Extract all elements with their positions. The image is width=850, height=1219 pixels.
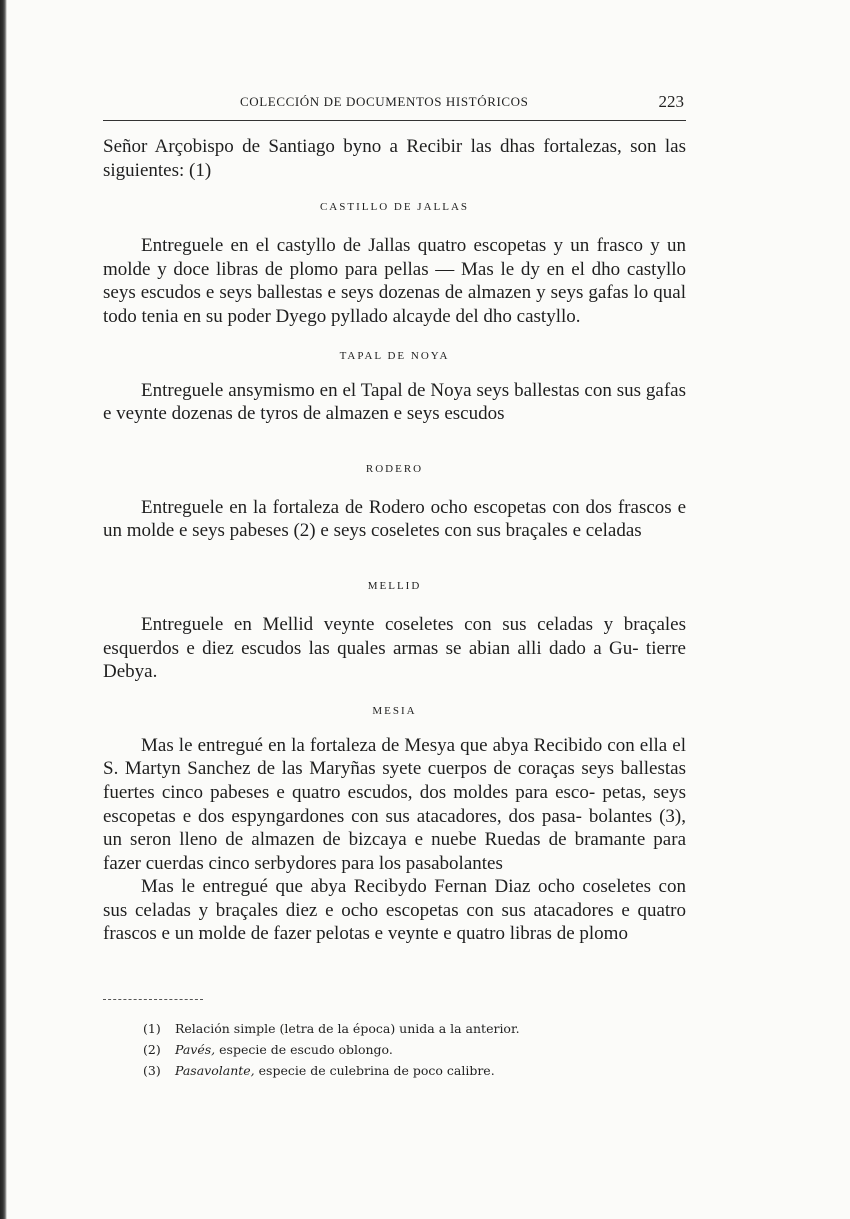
footnote-term: Pavés, [175, 1042, 216, 1057]
footnote-term: Pasavolante, [175, 1063, 255, 1078]
paragraph-mesia-1: Mas le entregué en la fortaleza de Mesya que abya Recibido con ella el S. Martyn Sanchez de las Maryñas syete cuerpos de coraças seys ballestas fuertes cinco pabeses e quatro escudos, dos moldes para esco- petas, seys escopetas e dos espyngardones con sus atacadores, dos pasa- bolantes (3), un seron lleno de almazen de bizcaya e nuebe Ruedas de bramante para fazer cuerdas cinco serbydores para los pasabolantes [103, 734, 686, 874]
section-title-rodero: RODERO [365, 462, 424, 475]
header-rule [103, 120, 686, 121]
paragraph-rodero: Entreguele en la fortaleza de Rodero ocho escopetas con dos frascos e un molde e seys pabeses (2) e seys coseletes con sus braçales e celadas [103, 496, 686, 542]
footnote-number: (3) [143, 1063, 161, 1078]
intro-paragraph: Señor Arçobispo de Santiago byno a Recibir las dhas fortalezas, son las siguientes: (1) [103, 136, 686, 181]
footnote-number: (2) [143, 1042, 161, 1057]
footnote-2 [143, 1039, 663, 1060]
page-header [103, 92, 686, 114]
section-title-mellid: MELLID [367, 579, 422, 592]
footnote-text: especie de escudo oblongo. [215, 1042, 393, 1057]
paragraph-noya: Entreguele ansymismo en el Tapal de Noya seys ballestas con sus gafas e veynte dozenas de tyros de almazen e seys escudos [103, 379, 686, 425]
running-head: COLECCIÓN DE DOCUMENTOS HISTÓRICOS [240, 94, 529, 109]
section-title-castillo-de-jallas: CASTILLO DE JALLAS [319, 201, 470, 214]
paragraph-jallas: Entreguele en el castyllo de Jallas quatro escopetas y un frasco y un molde y doce libras de plomo para pellas — Mas le dy en el dho castyllo seys escudos e seys ballestas e seys dozenas de almazen y seys gafas lo qual todo tenia en su poder Dyego pyllado alcayde del dho castyllo. [103, 235, 686, 327]
footnote-text: especie de culebrina de poco calibre. [254, 1063, 495, 1078]
footnote-number: (1) [143, 1021, 161, 1036]
paragraph-mellid: Entreguele en Mellid veynte coseletes con sus celadas y braçales esquerdos e diez escudos las quales armas se abian alli dado a Gu- tierre Debya. [103, 613, 686, 683]
footnote-1 [143, 1018, 663, 1039]
footnote-3 [143, 1060, 663, 1081]
body-text [103, 135, 686, 946]
page-number: 223 [658, 92, 684, 111]
book-spine-edge [0, 0, 7, 1219]
section-title-tapal-de-noya: TAPAL DE NOYA [339, 349, 450, 362]
paragraph-mesia-2: Mas le entregué que abya Recibydo Fernan Diaz ocho coseletes con sus celadas y braçales diez e ocho escopetas con sus atacadores e quatro frascos e un molde de fazer pelotas e veynte e quatro libras de plomo [103, 876, 686, 945]
footnote-text: Relación simple (letra de la época) unida a la anterior. [175, 1021, 520, 1036]
section-title-mesia: MESIA [372, 704, 417, 717]
footnotes [143, 1018, 663, 1081]
footnote-rule [103, 999, 203, 1000]
